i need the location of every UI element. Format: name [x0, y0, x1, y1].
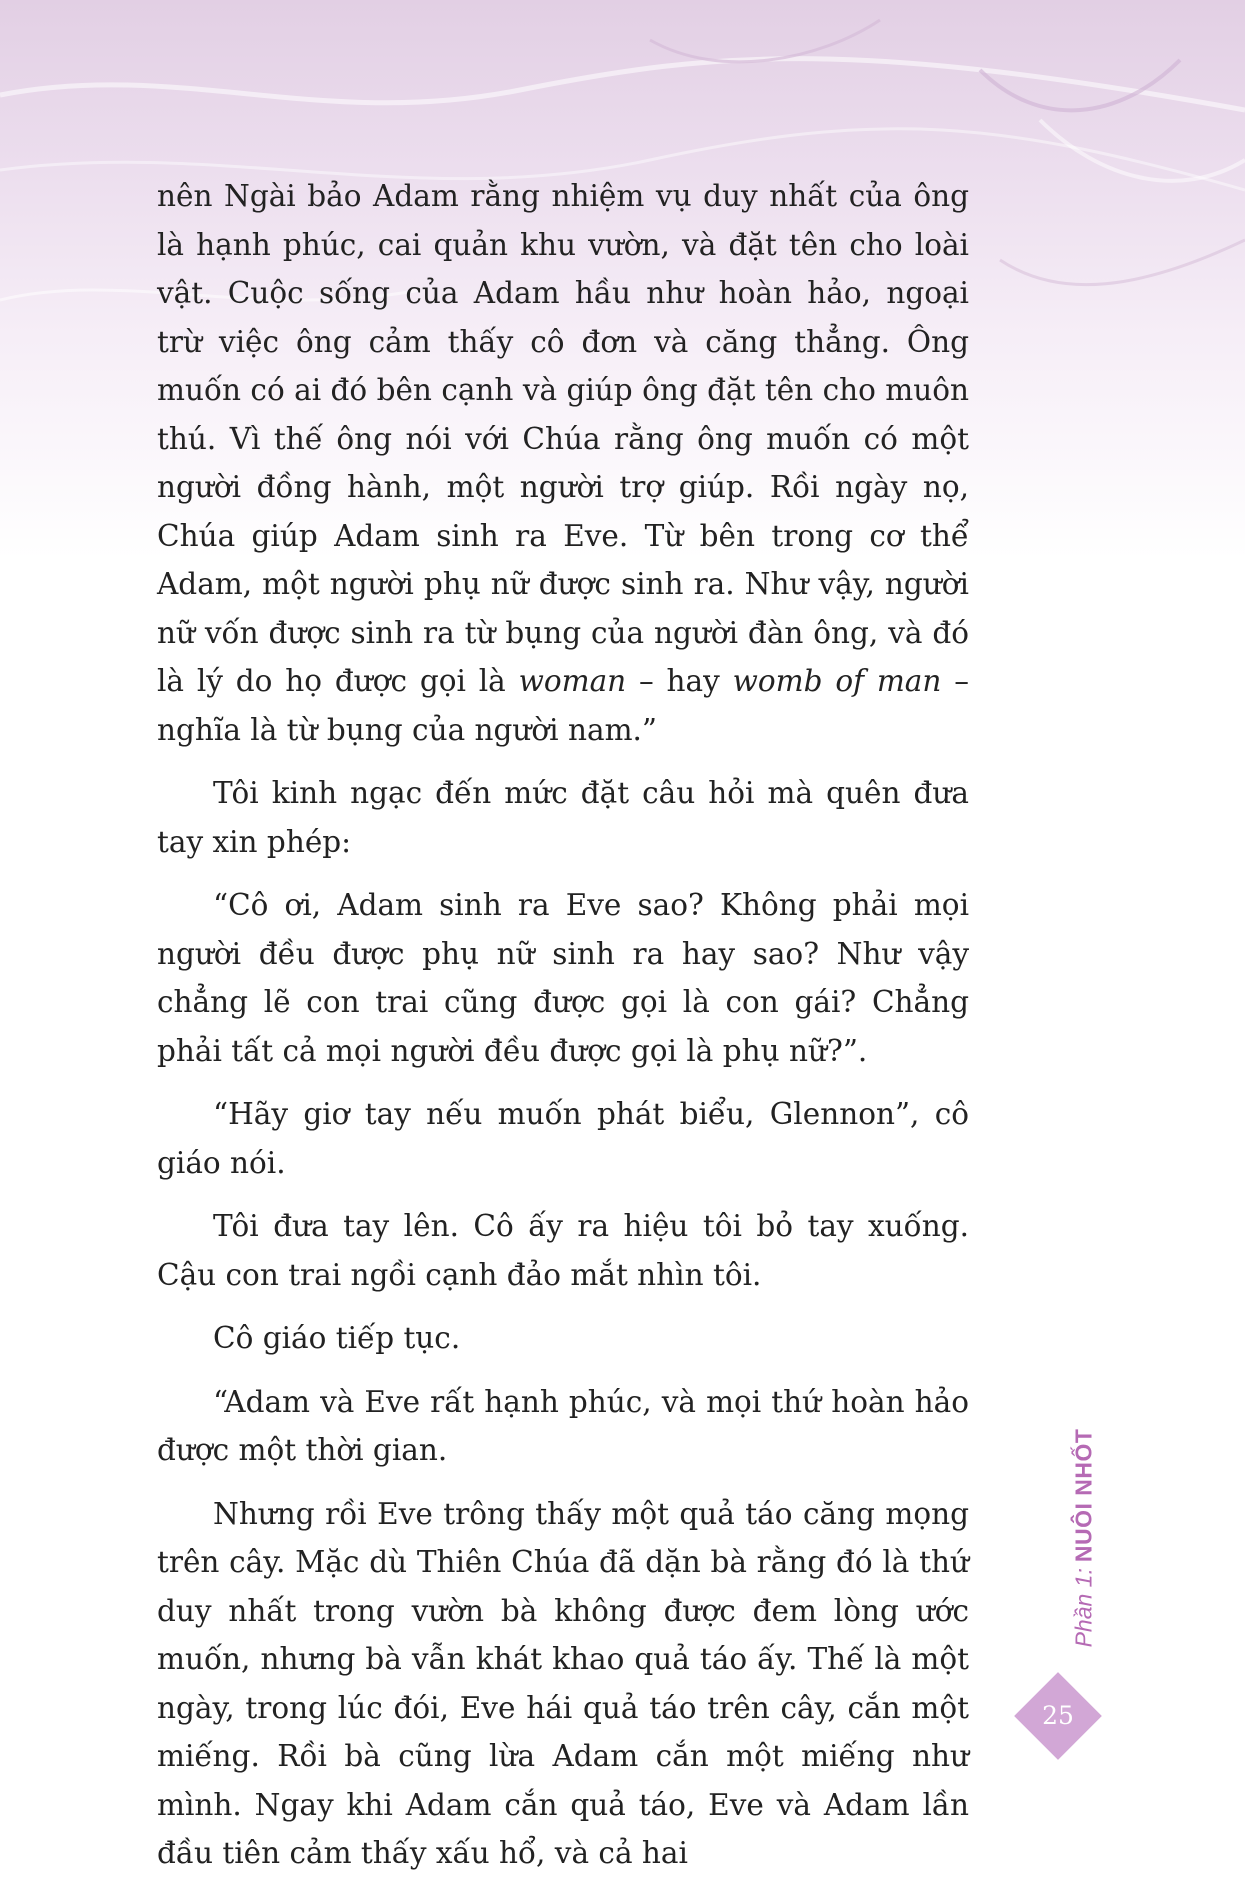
paragraph-7: “Adam và Eve rất hạnh phúc, và mọi thứ hoàn hảo được một thời gian.: [157, 1384, 969, 1467]
paragraph-1: [157, 172, 969, 754]
paragraph-3: “Cô ơi, Adam sinh ra Eve sao? Không phải mọi người đều được phụ nữ sinh ra hay sao? Như vậy chẳng lẽ con trai cũng được gọi là con gái? Chẳng phải tất cả mọi người đều được gọi là phụ nữ?”.: [157, 888, 969, 1068]
paragraph-1-mid: – hay: [626, 664, 733, 698]
paragraph-2: Tôi kinh ngạc đến mức đặt câu hỏi mà quên đưa tay xin phép:: [157, 776, 969, 859]
page-number-badge: [1014, 1672, 1102, 1760]
part-label: Phần 1:: [1070, 1568, 1097, 1648]
paragraph-6: Cô giáo tiếp tục.: [213, 1321, 461, 1355]
part-name: NUÔI NHỐT: [1070, 1428, 1097, 1563]
paragraph-1-text: nên Ngài bảo Adam rằng nhiệm vụ duy nhất của ông là hạnh phúc, cai quản khu vườn, và đặt tên cho loài vật. Cuộc sống của Adam hầu như hoàn hảo, ngoại trừ việc ông cảm thấy cô đơn và căng thẳng. Ông muốn có ai đó bên cạnh và giúp ông đặt tên cho muôn thú. Vì thế ông nói với Chúa rằng ông muốn có một người đồng hành, một người trợ giúp. Rồi ngày nọ, Chúa giúp Adam sinh ra Eve. Từ bên trong cơ thể Adam, một người phụ nữ được sinh ra. Như vậy, người nữ vốn được sinh ra từ bụng của người đàn ông, và đó là lý do họ được gọi là: [157, 179, 969, 698]
paragraph-4: “Hãy giơ tay nếu muốn phát biểu, Glennon”, cô giáo nói.: [157, 1097, 969, 1180]
chapter-side-label: [1070, 1428, 1097, 1648]
paragraph-5: Tôi đưa tay lên. Cô ấy ra hiệu tôi bỏ tay xuống. Cậu con trai ngồi cạnh đảo mắt nhìn tôi.: [157, 1209, 969, 1292]
book-body-text: [157, 172, 969, 1893]
page-number: 25: [1042, 1701, 1074, 1730]
paragraph-1-end: – nghĩa là từ bụng của người nam.”: [157, 664, 969, 747]
paragraph-8: Nhưng rồi Eve trông thấy một quả táo căng mọng trên cây. Mặc dù Thiên Chúa đã dặn bà rằng đó là thứ duy nhất trong vườn bà không được đem lòng ước muốn, nhưng bà vẫn khát khao quả táo ấy. Thế là một ngày, trong lúc đói, Eve hái quả táo trên cây, cắn một miếng. Rồi bà cũng lừa Adam cắn một miếng như mình. Ngay khi Adam cắn quả táo, Eve và Adam lần đầu tiên cảm thấy xấu hổ, và cả hai: [157, 1496, 969, 1870]
italic-womb-of-man: womb of man: [732, 664, 942, 698]
italic-woman: woman: [518, 664, 627, 698]
